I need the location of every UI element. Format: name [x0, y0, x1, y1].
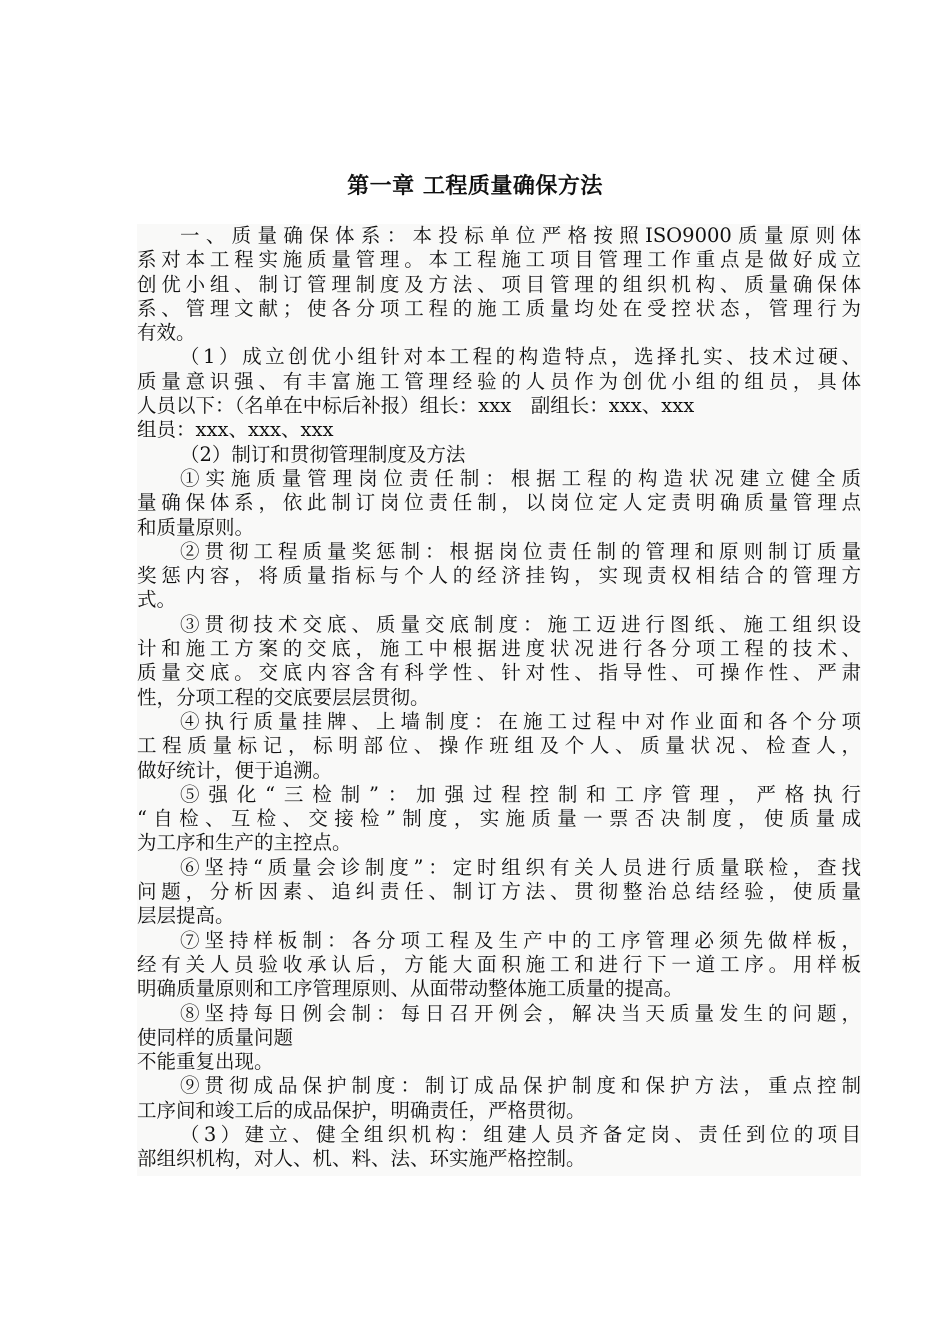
document-body: [137, 224, 861, 1176]
text-line: 和质量原则。: [137, 515, 255, 539]
text-line: ②贯彻工程质量奖惩制：根据岗位责任制的管理和原则制订质量: [180, 539, 861, 563]
chapter-title: 第一章 工程质量确保方法: [347, 174, 603, 199]
text-line: 经有关人员验收承认后，方能大面积施工和进行下一道工序。用样板: [137, 952, 861, 976]
text-line: 不能重复出现。: [137, 1050, 274, 1074]
text-line: 系、管理文献；使各分项工程的施工质量均处在受控状态，管理行为: [137, 296, 861, 320]
text-line: “自检、互检、交接检”制度，实施质量一票否决制度，使质量成: [137, 807, 861, 831]
text-line: 明确质量原则和工序管理原则、从面带动整体施工质量的提高。: [137, 977, 684, 1001]
text-line: 为工序和生产的主控点。: [137, 831, 352, 855]
text-line: 创优小组、制订管理制度及方法、项目管理的组织机构、质量确保体: [137, 272, 861, 296]
text-line: 系对本工程实施质量管理。本工程施工项目管理工作重点是做好成立: [137, 248, 861, 272]
text-line: （1）成立创优小组针对本工程的构造特点，选择扎实、技术过硬、: [180, 345, 861, 369]
text-line: ③贯彻技术交底、质量交底制度：施工迈进行图纸、施工组织设: [180, 612, 861, 636]
text-line: ⑦坚持样板制：各分项工程及生产中的工序管理必须先做样板，: [180, 928, 861, 952]
text-line: ④执行质量挂牌、上墙制度：在施工过程中对作业面和各个分项: [180, 709, 861, 733]
text-line: 质量意识强、有丰富施工管理经验的人员作为创优小组的组员，具体: [137, 369, 861, 393]
text-line: 部组织机构，对人、机、料、法、环实施严格控制。: [137, 1147, 586, 1171]
text-line: 人员以下：（名单在中标后补报）组长：xxx 副组长：xxx、xxx: [137, 394, 695, 418]
text-line: 层层提高。: [137, 904, 235, 928]
text-line: ⑧坚持每日例会制：每日召开例会，解决当天质量发生的问题，: [180, 1001, 861, 1025]
text-line: ⑤强化“三检制”：加强过程控制和工序管理，严格执行: [180, 782, 861, 806]
text-line: ⑨贯彻成品保护制度：制订成品保护制度和保护方法，重点控制: [180, 1074, 861, 1098]
text-line: （2）制订和贯彻管理制度及方法: [180, 442, 466, 466]
text-line: 组员：xxx、xxx、xxx: [137, 418, 334, 442]
text-line: 计和施工方案的交底，施工中根据进度状况进行各分项工程的技术、: [137, 637, 861, 661]
text-line: 质量交底。交底内容含有科学性、针对性、指导性、可操作性、严肃: [137, 661, 861, 685]
text-line: ①实施质量管理岗位责任制：根据工程的构造状况建立健全质: [180, 466, 861, 490]
text-line: 工序间和竣工后的成品保护，明确责任，严格贯彻。: [137, 1098, 586, 1122]
text-line: （3）建立、健全组织机构：组建人员齐备定岗、责任到位的项目: [180, 1122, 861, 1146]
text-line: 式。: [137, 588, 177, 612]
text-line: 性，分项工程的交底要层层贯彻。: [137, 685, 430, 709]
text-line: 量确保体系，依此制订岗位责任制，以岗位定人定责明确质量管理点: [137, 491, 861, 515]
text-line: 使同样的质量问题: [137, 1025, 294, 1049]
text-line: 问题，分析因素、追纠责任、制订方法、贯彻整治总结经验，使质量: [137, 880, 861, 904]
text-line: 一、质量确保体系：本投标单位严格按照ISO9000质量原则体: [180, 224, 861, 247]
text-line: 工程质量标记，标明部位、操作班组及个人、质量状况、检查人，: [137, 734, 861, 758]
text-line: 有效。: [137, 321, 196, 345]
text-line: 做好统计，便于追溯。: [137, 758, 333, 782]
text-line: 奖惩内容，将质量指标与个人的经济挂钩，实现责权相结合的管理方: [137, 564, 861, 588]
text-line: ⑥坚持“质量会诊制度”：定时组织有关人员进行质量联检，查找: [180, 855, 861, 879]
